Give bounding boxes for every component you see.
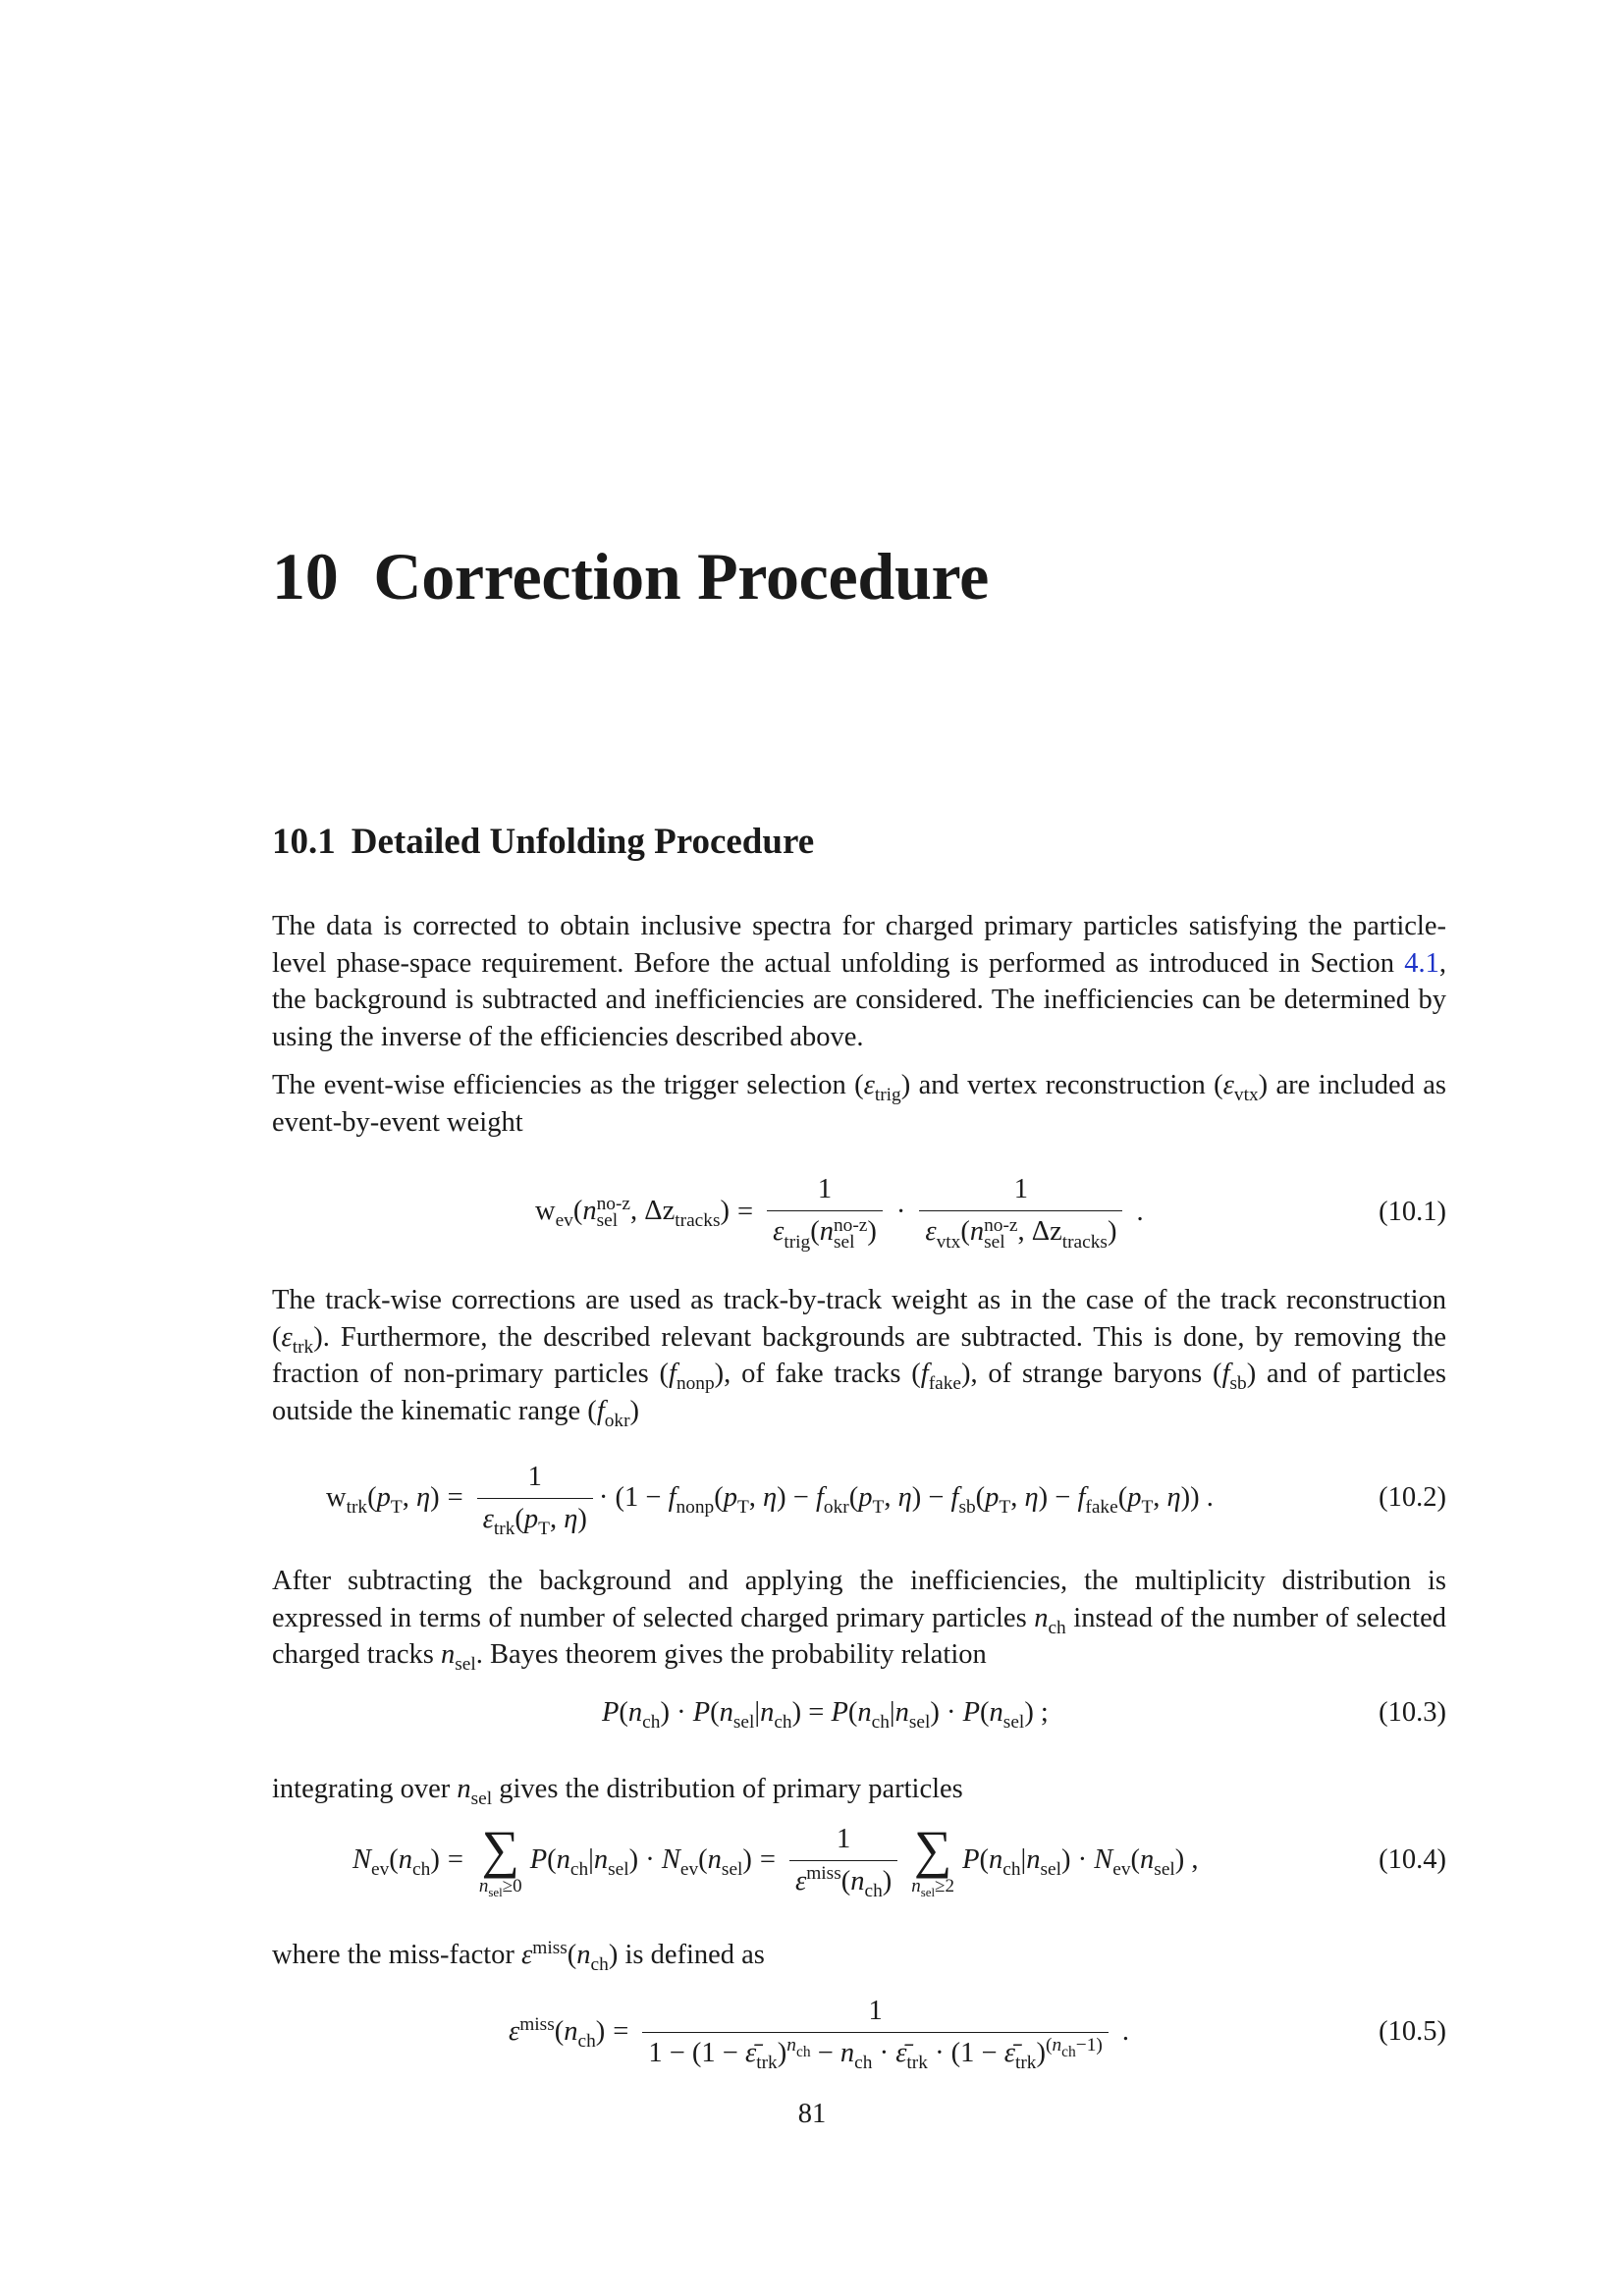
paragraph-track-wise: The track-wise corrections are used as track-by-track weight as in the case of the track reconstruction $(\varepsilon_{trk})$. Furthermore, the described relevant backgrounds are subtracted. This is done, by removing the fraction of non-primary particles $(f_{nonp})$, of fake tracks $(f_{fake})$, of strange baryons $(f_{sb})$ and of particles outside the kinematic range $(f_{okr})$ xyxy=(272,1285,1446,1431)
section-number: 10.1 xyxy=(272,822,336,862)
paragraph-multiplicity: After subtracting the background and applying the inefficiencies, the multiplicity distribution is expressed in terms of number of selected charged primary particles $n_{ch}$ instead of the number of selected charged tracks $n_{sel}$. Bayes theorem gives the probability relation xyxy=(272,1566,1446,1676)
equation-10-5: $\varepsilon^{miss}(n_{ch})$ = $\frac{1}{1 - (1 - \varepsilon̄_{trk})^{n_{ch}} - n_{ch} \cdot \varepsilon̄_{trk} \cdot (1 - \varepsilon̄_{trk})^{(n_{ch}-1)}}$ . (10.5) xyxy=(509,1995,1446,2073)
equation-10-1: $w_{ev}(n$ no-z sel , $\Delta z_{tracks}$) = 1 $\varepsilon_{trig}(n$ no-z sel ) · 1 $\varepsilon_{vtx}(n$ no-z sel , $\Delta z_{tracks}$) . (10.1) xyxy=(535,1174,1446,1253)
equation-number: (10.1) xyxy=(1379,1197,1446,1227)
equation-number: (10.3) xyxy=(1379,1697,1446,1728)
paragraph-miss-factor: where the miss-factor $\varepsilon^{miss}(n_{ch})$ is defined as xyxy=(272,1937,765,1976)
section-title xyxy=(272,821,814,863)
page-number: 81 xyxy=(797,2099,827,2129)
equation-10-2: $w_{trk}(p_T$, η) = $\frac{1}{\varepsilon_{trk}(p_T, \eta)}$ · ($1 - f_{nonp}(p_T$, $\eta) - f_{okr}(p_T$, $\eta) - f_{sb}(p_T$, $\eta) - f_{fake}(p_T$, η)) . (10.2) xyxy=(326,1461,1446,1539)
paragraph-integrating: integrating over $n_{sel}$ gives the distribution of primary particles xyxy=(272,1774,963,1810)
equation-10-4: $N_{ev}(n_{ch})$ = ∑ $n_{sel}\ge 0$ $P(n_{ch}|n_{sel}) \cdot N_{ev}(n_{sel})$ = $\frac{1}{\varepsilon^{miss}(n_{ch})}$ ∑ $n_{sel}\ge 2$ $P(n_{ch}|n_{sel}) \cdot N_{ev}(n_{sel})$ , (10.4) xyxy=(352,1820,1446,1901)
equation-10-3: $P(n_{ch}) \cdot P(n_{sel}|n_{ch}) = P(n_{ch}|n_{sel}) \cdot P(n_{sel})$ ; (10.3) xyxy=(602,1697,1446,1734)
section-link[interactable]: 4.1 xyxy=(1404,947,1439,979)
paragraph-intro: The data is corrected to obtain inclusive spectra for charged primary particles satisfying the particle-level phase-space requirement. Before the actual unfolding is performed as introduced in Section 4.1, the background is subtracted and inefficiencies are considered. The inefficiencies can be determined by using the inverse of the efficiencies described above. xyxy=(272,911,1446,1052)
chapter-title-text: Correction Procedure xyxy=(373,539,989,614)
equation-number: (10.2) xyxy=(1379,1482,1446,1513)
equation-number: (10.4) xyxy=(1379,1844,1446,1875)
paragraph-event-wise: The event-wise efficiencies as the trigger selection $(\varepsilon_{trig})$ and vertex reconstruction $(\varepsilon_{vtx})$ are included as event-by-event weight xyxy=(272,1070,1446,1138)
chapter-number: 10 xyxy=(272,539,339,614)
equation-number: (10.5) xyxy=(1379,2016,1446,2047)
section-title-text: Detailed Unfolding Procedure xyxy=(351,822,815,862)
chapter-title xyxy=(272,538,989,615)
